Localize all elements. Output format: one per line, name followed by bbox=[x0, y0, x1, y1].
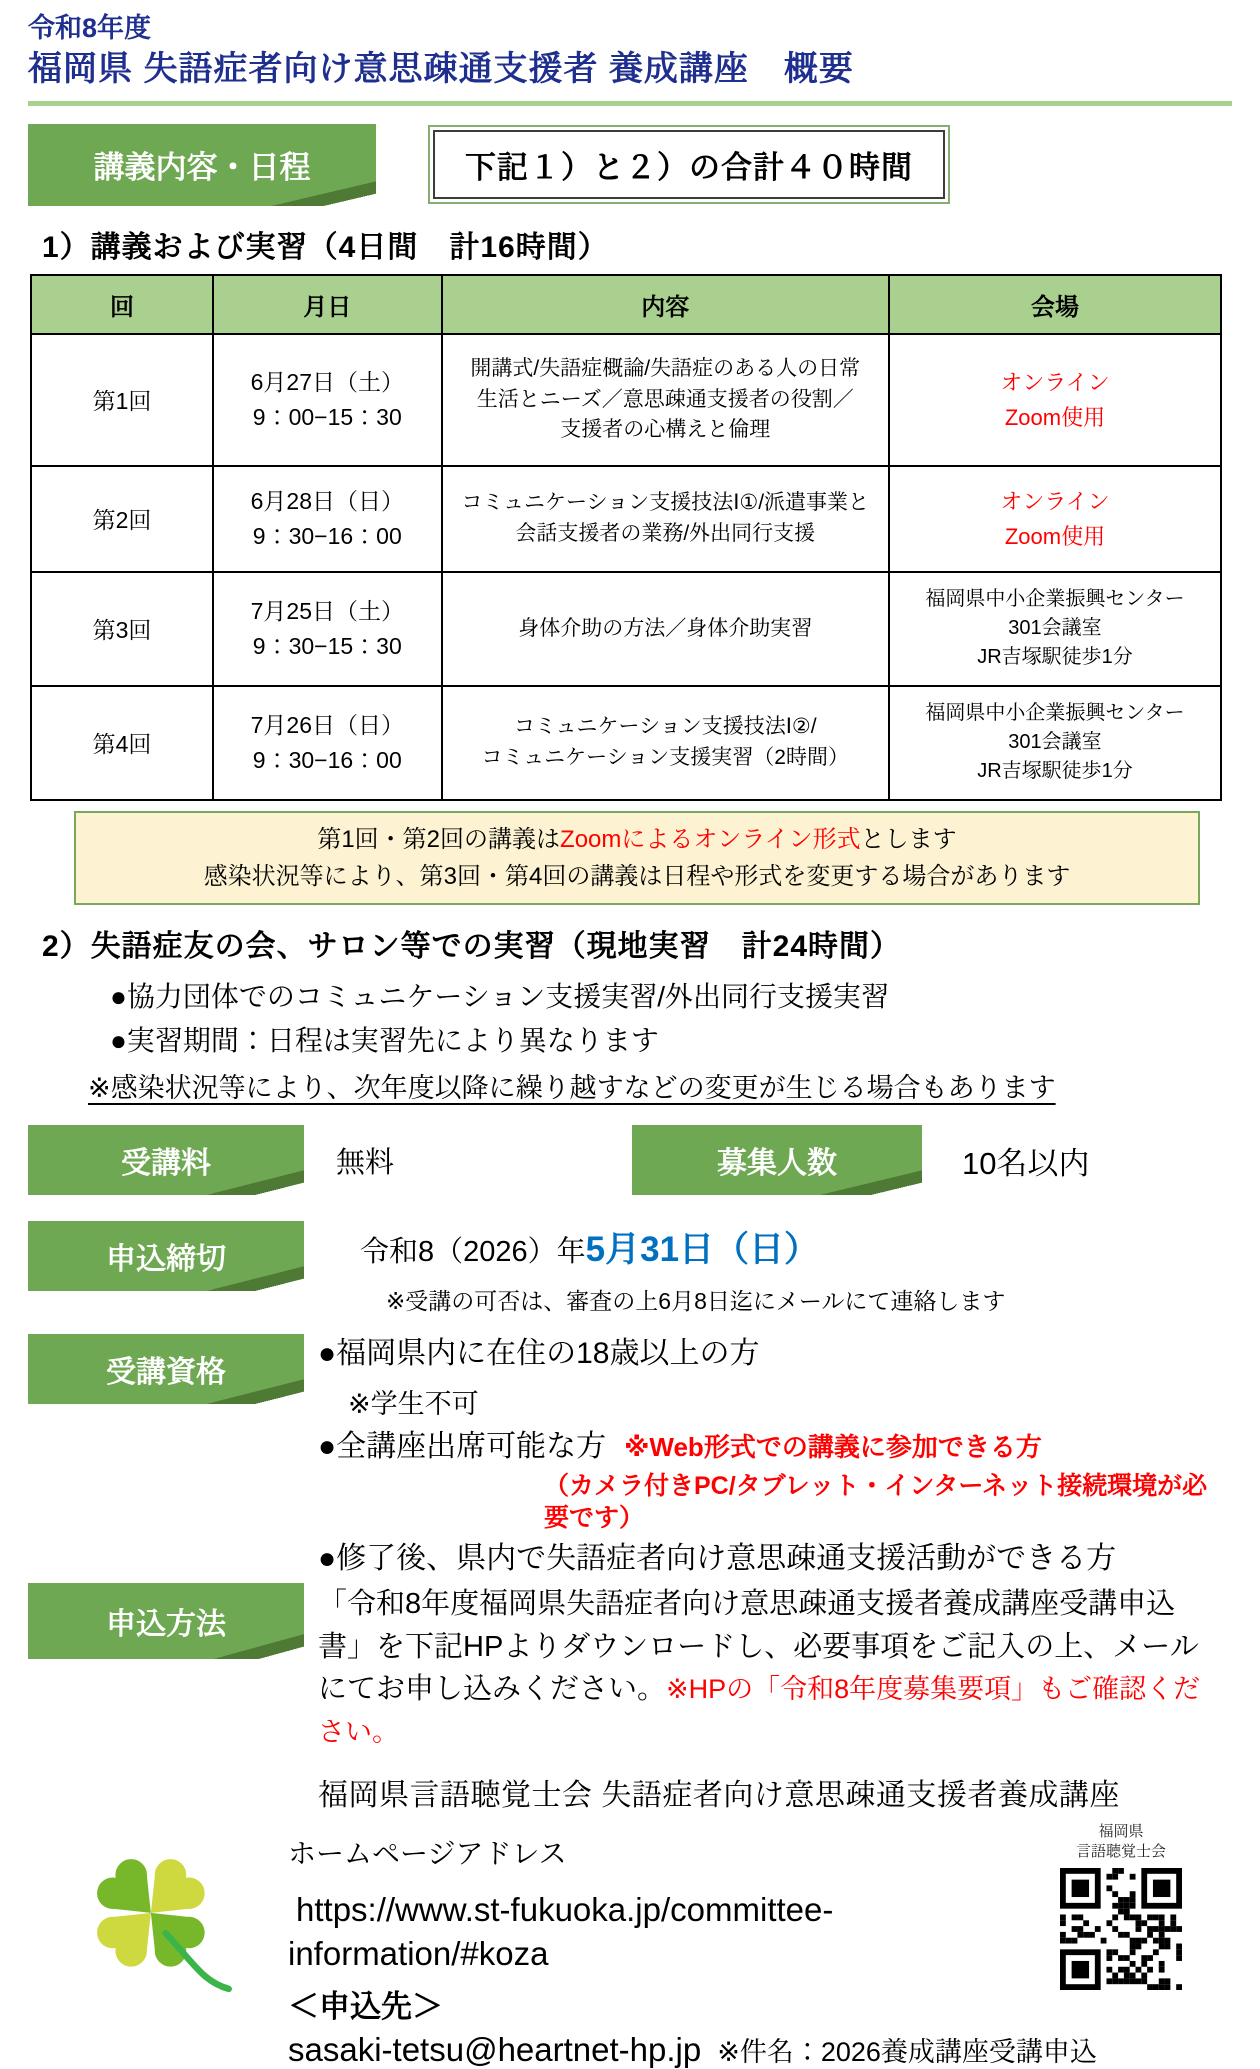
cell-content: 身体介助の方法／身体介助実習 bbox=[442, 572, 889, 686]
deadline-date-main: 5月31日（日） bbox=[585, 1230, 820, 1270]
eligibility-no-students-note: ※学生不可 bbox=[348, 1389, 479, 1420]
bullet-item: ●協力団体でのコミュニケーション支援実習/外出同行支援実習 bbox=[110, 981, 890, 1013]
note-line-1: 第1回・第2回の講義はZoomによるオンライン形式とします bbox=[317, 825, 957, 853]
total-hours-box bbox=[428, 125, 950, 204]
cell-venue: 福岡県中小企業振興センター 301会議室 JR吉塚駅徒歩1分 bbox=[889, 686, 1221, 800]
contact-email[interactable]: sasaki-tetsu@heartnet-hp.jp bbox=[288, 2030, 702, 2068]
cell-round: 第1回 bbox=[31, 334, 213, 466]
application-body: 「令和8年度福岡県失語症者向け意思疎通支援者養成講座受講申込書」を下記HPよりダウンロードし、必要事項をご記入の上、メールにてお申し込みください。※HPの「令和8年度募集要項」もご確認ください。 bbox=[318, 1588, 1201, 1747]
cell-date: 7月25日（土） 9：30−15：30 bbox=[213, 572, 441, 686]
section2-note: ※感染状況等により、次年度以降に繰り越すなどの変更が生じる場合もあります bbox=[88, 1073, 1056, 1104]
schedule-header-row bbox=[28, 124, 1232, 206]
cell-date: 6月27日（土） 9：00−15：30 bbox=[213, 334, 441, 466]
deadline-content bbox=[360, 1221, 1005, 1316]
cell-date: 7月26日（日） 9：30−16：00 bbox=[213, 686, 441, 800]
cell-date: 6月28日（日） 9：30−16：00 bbox=[213, 466, 441, 572]
clover-logo bbox=[56, 1822, 242, 2031]
header-content: 内容 bbox=[442, 275, 889, 334]
header-venue: 会場 bbox=[889, 275, 1221, 334]
table-header-row bbox=[31, 275, 1221, 334]
cell-venue: オンライン Zoom使用 bbox=[889, 334, 1221, 466]
deadline-tag: 申込締切 bbox=[28, 1221, 304, 1291]
homepage-url[interactable]: https://www.st-fukuoka.jp/committee- information/#koza bbox=[288, 1890, 834, 1973]
fee-capacity-row bbox=[28, 1125, 1232, 1195]
capacity-tag: 募集人数 bbox=[632, 1125, 922, 1195]
cell-round: 第2回 bbox=[31, 466, 213, 572]
header-date: 月日 bbox=[213, 275, 441, 334]
note-box bbox=[74, 811, 1200, 905]
deadline-note: ※受講の可否は、審査の上6月8日迄にメールにて連絡します bbox=[386, 1287, 1006, 1314]
deadline-date: 令和8（2026）年5月31日（日） bbox=[360, 1230, 820, 1270]
section2-heading: 2）失語症友の会、サロン等での実習（現地実習 計24時間） bbox=[42, 930, 902, 964]
cell-content: コミュニケーション支援技法Ⅰ②/ コミュニケーション支援実習（2時間） bbox=[442, 686, 889, 800]
header-round: 回 bbox=[31, 275, 213, 334]
table-row bbox=[31, 334, 1221, 466]
application-body-red: ※HPの「令和8年度募集要項」もご確認ください。 bbox=[318, 1674, 1201, 1747]
organization-line: 福岡県言語聴覚士会 失語症者向け意思疎通支援者養成講座 bbox=[318, 1778, 1120, 1812]
qr-caption: 福岡県 言語聴覚士会 bbox=[1075, 1822, 1166, 1860]
schedule-tag-label: 講義内容・日程 bbox=[93, 150, 311, 186]
qr-block bbox=[1046, 1822, 1196, 1996]
deadline-row bbox=[28, 1221, 1232, 1316]
application-row bbox=[28, 1583, 1232, 1754]
fee-tag: 受講料 bbox=[28, 1125, 304, 1195]
page-title: 福岡県 失語症者向け意思疎通支援者 養成講座 概要 bbox=[28, 50, 854, 89]
schedule-table-body bbox=[31, 334, 1221, 800]
era-text: 令和8年度 bbox=[28, 13, 152, 43]
eligibility-content bbox=[318, 1334, 1232, 1580]
cell-venue: オンライン Zoom使用 bbox=[889, 466, 1221, 572]
section1-heading: 1）講義および実習（4日間 計16時間） bbox=[42, 230, 609, 264]
table-row bbox=[31, 686, 1221, 800]
cell-content: 開講式/失語症概論/失語症のある人の日常 生活とニーズ／意思疎通支援者の役割／ 支援者の心構えと倫理 bbox=[442, 334, 889, 466]
application-to-label: ＜申込先＞ bbox=[288, 1988, 443, 2024]
cell-round: 第3回 bbox=[31, 572, 213, 686]
cell-content: コミュニケーション支援技法Ⅰ①/派遣事業と 会話支援者の業務/外出同行支援 bbox=[442, 466, 889, 572]
clover-logo-svg bbox=[56, 1822, 242, 2026]
eligibility-equipment-note: （カメラ付きPC/タブレット・インターネット接続環境が必要です） bbox=[544, 1471, 1208, 1533]
capacity-value: 10名以内 bbox=[962, 1145, 1090, 1181]
title-underline bbox=[28, 101, 1232, 106]
bullet-item: ●実習期間：日程は実習先により異なります bbox=[110, 1024, 659, 1056]
table-row bbox=[31, 466, 1221, 572]
note-line-1-red: Zoomによるオンライン形式 bbox=[560, 825, 861, 853]
eligibility-row bbox=[28, 1334, 1232, 1580]
cell-venue: 福岡県中小企業振興センター 301会議室 JR吉塚駅徒歩1分 bbox=[889, 572, 1221, 686]
contact-column bbox=[288, 1822, 1097, 2069]
contact-section bbox=[28, 1822, 1232, 2069]
schedule-table bbox=[30, 274, 1222, 801]
total-hours-text: 下記１）と２）の合計４０時間 bbox=[433, 130, 945, 199]
section2-bullets bbox=[110, 975, 1232, 1062]
homepage-label: ホームページアドレス bbox=[288, 1837, 567, 1869]
cell-round: 第4回 bbox=[31, 686, 213, 800]
fee-value: 無料 bbox=[336, 1146, 395, 1179]
eligibility-web-note: ※Web形式での講義に参加できる方 bbox=[624, 1432, 1042, 1463]
contact-email-line bbox=[288, 2030, 1097, 2069]
eligibility-item-residence: ●福岡県内に在住の18歳以上の方 bbox=[318, 1336, 760, 1370]
note-line-2: 感染状況等により、第3回・第4回の講義は日程や形式を変更する場合があります bbox=[203, 863, 1071, 891]
eligibility-tag: 受講資格 bbox=[28, 1334, 304, 1404]
qr-code bbox=[1060, 1868, 1182, 1990]
email-subject-note: ※件名：2026養成講座受講申込 bbox=[717, 2036, 1097, 2067]
eligibility-item-attendance: ●全講座出席可能な方 ※Web形式での講義に参加できる方 bbox=[318, 1430, 1042, 1464]
eligibility-item-activity: ●修了後、県内で失語症者向け意思疎通支援活動ができる方 bbox=[318, 1541, 1117, 1575]
application-tag: 申込方法 bbox=[28, 1583, 304, 1659]
table-row bbox=[31, 572, 1221, 686]
schedule-tag bbox=[28, 124, 376, 206]
